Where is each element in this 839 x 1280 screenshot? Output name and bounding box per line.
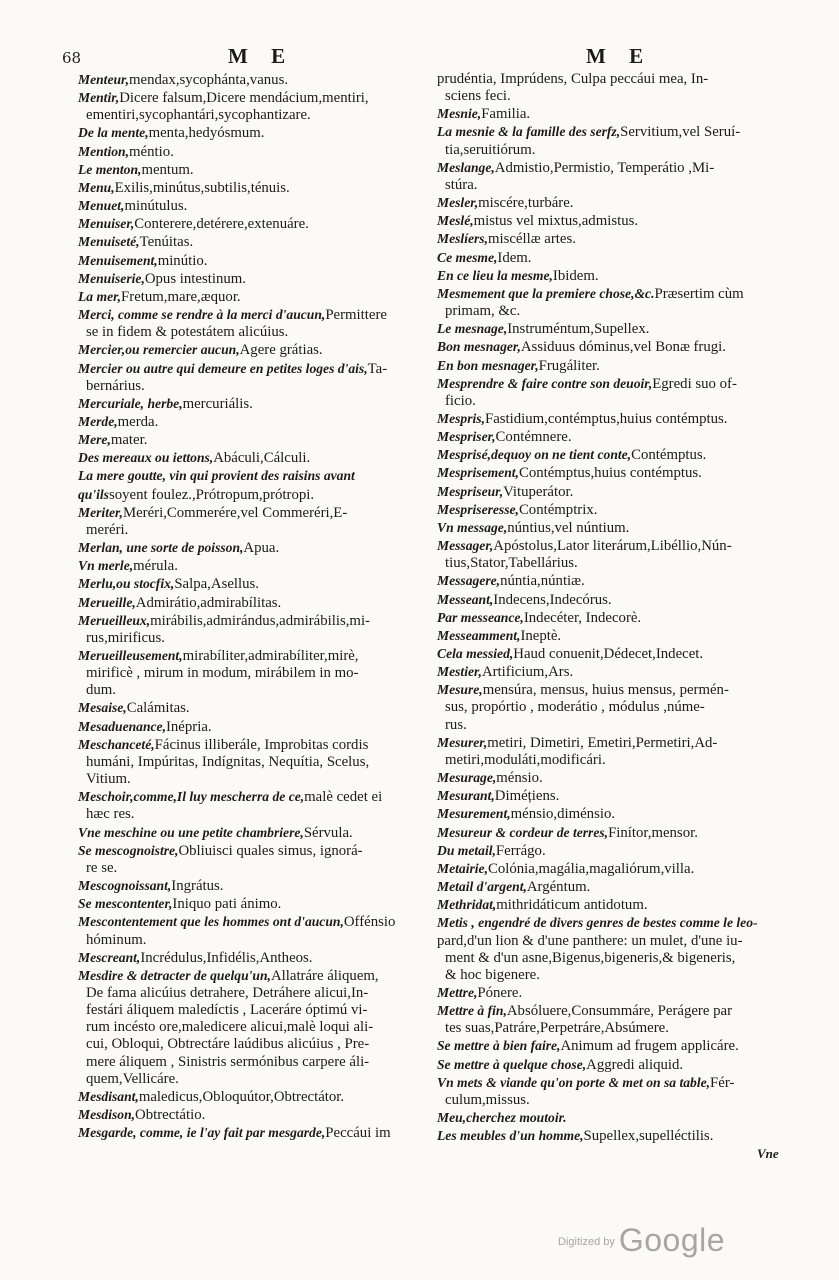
right-column [437,71,780,1145]
entry-continuation: & hoc bigenere. [445,966,540,983]
entry-text: mensúra, mensus, huius mensus, permén- [482,682,729,699]
dictionary-entry [78,594,420,612]
entry-headword: Merueille, [78,594,136,610]
entry-headword: Mesprendre & faire contre son deuoir, [437,375,653,391]
dictionary-entry [78,575,420,593]
entry-text: malè cedet ei [304,789,383,806]
entry-text: merda. [117,413,159,430]
entry-continuation: De fama alicúius detrahere, Detráhere alicui,In- [86,984,369,1001]
entry-headword: Mesurage, [437,770,497,786]
dictionary-entry [437,663,780,681]
entry-text: Indecéter, Indecorè. [523,609,642,626]
entry-continuation: rus. [445,716,467,733]
entry-text: Permittere [325,307,387,324]
entry-continuation: meréri. [86,521,129,538]
dictionary-entry [78,252,420,270]
entry-continuation: ementiri,sycophantári,sycophantizare. [86,107,311,124]
entry-headword: Menuisement, [78,252,158,268]
dictionary-entry [437,519,780,537]
entry-text: Ibidem. [552,267,599,284]
entry-headword: Le mesnage, [437,321,508,337]
dictionary-entry [78,612,420,647]
entry-headword: Vn mets & viande qu'on porte & met on sa table, [437,1074,711,1090]
entry-headword: Vn message, [437,519,508,535]
entry-headword: Mercier,ou remercier aucun, [78,342,240,358]
dictionary-entry [437,1056,780,1074]
entry-continuation: hæc res. [86,806,135,823]
entry-headword: Meslíers, [437,231,488,247]
entry-text: minútulus. [124,198,188,215]
entry-headword: Merlan, une sorte de poisson, [78,540,244,556]
entry-text: Familia. [481,106,531,123]
dictionary-entry [437,537,780,572]
dictionary-entry [437,1037,780,1055]
entry-headword: Merueilleux, [78,612,151,628]
dictionary-entry [437,249,780,267]
entry-text: ménsio. [496,770,543,787]
dictionary-entry [437,824,780,842]
dictionary-entry [437,428,780,446]
dictionary-entry [78,215,420,233]
entry-headword: Menuiser, [78,216,135,232]
dictionary-entry [78,699,420,717]
entry-continuation: cui, Obloqui, Obtrectáre laúdibus alicúius , Pre- [86,1036,370,1053]
dictionary-entry [78,341,420,359]
entry-text: soyent foulez.,Prótropum,prótropi. [108,486,315,503]
entry-text: méntio. [129,143,174,160]
entry-text: Admirátio,admirabílitas. [135,594,282,611]
entry-text: prudéntia, Imprúdens, Culpa peccáui mea, In- [437,71,709,87]
entry-headword: Mesure, [437,682,483,698]
dictionary-entry [437,71,780,105]
entry-headword: Mesler, [437,195,479,211]
entry-text: Animum ad frugem applicáre. [560,1038,739,1055]
dictionary-entry [437,572,780,590]
entry-headword: Mescognoissant, [78,878,172,894]
entry-text: Instruméntum,Supellex. [507,321,650,338]
dictionary-entry [78,1124,420,1142]
entry-headword: Merci, comme se rendre à la merci d'aucun, [78,307,326,323]
dictionary-entry [437,609,780,627]
entry-text: Indecens,Indecórus. [493,591,612,608]
entry-headword: Meriter, [78,504,123,520]
entry-text: Fácinus illiberále, Improbitas cordis [154,736,369,753]
entry-headword: Mesmement que la premiere chose,&c. [437,285,655,301]
entry-headword: La mere goutte, vin qui provient des raisins avant qu'ils [78,468,355,502]
entry-text: mirabíliter,admirabíliter,mirè, [182,648,359,664]
dictionary-entry [437,878,780,896]
entry-headword: Mentir, [78,90,120,106]
dictionary-entry [437,787,780,805]
entry-continuation: sus, propórtio , moderátio , módulus ,núme- [445,699,705,716]
entry-text: Dicere falsum,Dicere mendácium,mentiri, [119,90,369,107]
entry-text: Contémptus. [631,447,707,464]
entry-text: Apóstolus,Lator literárum,Libéllio,Nún- [493,538,732,555]
entry-headword: Menu, [78,179,115,195]
entry-text: Contémptrix. [518,501,598,518]
dictionary-entry [78,395,420,413]
dictionary-entry [78,895,420,913]
entry-continuation: se in fidem & potestátem alicúius. [86,324,289,341]
entry-continuation: rus,mirificus. [86,629,165,646]
dictionary-entry [437,320,780,338]
entry-headword: Cela messied, [437,646,514,661]
dictionary-entry [78,842,420,877]
entry-text: mistus vel mixtus,admistus. [473,213,639,230]
entry-continuation: mere áliquem , Sinistris sermónibus carpere áli- [86,1053,370,1070]
dictionary-entry [78,736,420,788]
dictionary-entry [437,464,780,482]
entry-text: Contémnere. [495,429,572,446]
entry-text: Agere grátias. [239,342,323,359]
entry-text: Vituperátor. [503,483,574,500]
entry-headword: Par messeance, [437,609,524,625]
dictionary-entry [437,681,780,733]
dictionary-entry [437,1127,780,1145]
entry-headword: Mescreant, [78,949,141,965]
dictionary-entry [437,375,780,410]
entry-text: ménsio,diménsio. [510,806,616,823]
dictionary-entry [78,504,420,539]
entry-text: mendax,sycophánta,vanus. [129,72,289,88]
entry-text: Artificium,Ars. [481,664,574,681]
entry-text: Abáculi,Cálculi. [213,450,311,467]
dictionary-entry [78,788,420,823]
entry-text: Obtrectátio. [135,1107,206,1124]
entry-headword: Metail d'argent, [437,879,527,895]
entry-text: Ingrátus. [171,878,224,895]
dictionary-entry [437,194,780,212]
dictionary-entry [78,71,420,89]
entry-continuation: stúra. [445,176,478,193]
entry-text: menta,hedyósmum. [148,125,265,142]
entry-headword: Mention, [78,143,129,159]
dictionary-entry [78,967,420,1088]
entry-headword: Messeant, [437,591,494,607]
entry-text: Finítor,mensor. [608,824,698,841]
entry-text: Haud conuenit,Dédecet,Indecet. [513,646,704,662]
entry-headword: Bon mesnager, [437,339,521,355]
entry-continuation: tius,Stator,Tabellárius. [445,555,578,572]
running-header-right: M E [586,44,653,68]
entry-text: Incrédulus,Infidélis,Antheos. [140,949,313,966]
dictionary-entry [78,1088,420,1106]
entry-text: núntia,núntiæ. [500,573,585,590]
entry-text: Colónia,magália,magaliórum,villa. [487,860,695,877]
dictionary-entry [437,357,780,375]
dictionary-entry [78,431,420,449]
entry-headword: Des mereaux ou iettons, [78,450,214,466]
entry-headword: Vn merle, [78,558,134,574]
entry-headword: Mesurement, [437,806,511,822]
entry-continuation: hóminum. [86,931,147,948]
entry-headword: Mesurant, [437,788,495,804]
entry-continuation: mirificè , mirum in modum, mirábilem in mo- [86,665,359,682]
dictionary-entry [78,539,420,557]
dictionary-entry [78,179,420,197]
dictionary-entry [437,1109,780,1127]
dictionary-entry [437,591,780,609]
entry-text: metiri, Dimetiri, Emetiri,Permetiri,Ad- [487,734,718,751]
entry-text: Egredi suo of- [652,375,737,392]
entry-text: mercuriális. [182,395,253,412]
entry-continuation: humáni, Impúritas, Indígnitas, Nequítia, Scelus, [86,753,370,770]
entry-headword: Mesaise, [78,700,127,716]
entry-headword: Methridat, [437,897,497,913]
dictionary-entry [78,124,420,142]
dictionary-entry [78,913,420,948]
entry-continuation: primam, &c. [445,303,521,320]
entry-text: Fretum,mare,æquor. [121,288,241,305]
entry-headword: Merueilleusement, [78,648,183,663]
dictionary-entry [78,557,420,575]
dictionary-entry [78,233,420,251]
entry-headword: Les meubles d'un homme, [437,1128,584,1144]
entry-text: Assiduus dóminus,vel Bonæ frugi. [520,339,726,356]
dictionary-entry [78,467,420,503]
entry-continuation: dum. [86,682,117,699]
entry-headword: Messagere, [437,573,501,589]
entry-headword: Du metail, [437,842,496,858]
entry-headword: Mettre à fin, [437,1003,507,1019]
entry-headword: Messager, [437,538,494,554]
entry-text: Frugáliter. [538,357,600,374]
dictionary-entry [437,483,780,501]
entry-text: Salpa,Asellus. [174,576,259,593]
entry-text: Tenúitas. [139,234,194,251]
entry-headword: Se mettre à bien faire, [437,1038,561,1054]
entry-headword: Merde, [78,413,118,429]
dictionary-entry [437,769,780,787]
dictionary-entry [78,449,420,467]
entry-headword: Mesdison, [78,1107,136,1123]
entry-headword: En ce lieu la mesme, [437,267,553,283]
dictionary-entry [437,267,780,285]
entry-text: maledicus,Obloquútor,Obtrectátor. [138,1088,345,1105]
entry-text: Præsertim cùm [654,285,744,302]
entry-text: Inépria. [165,718,212,735]
entry-text: Contémptus,huius contémptus. [518,465,702,482]
entry-text: mérula. [133,558,178,575]
dictionary-entry [437,105,780,123]
entry-headword: Meschanceté, [78,736,155,752]
entry-text: Supellex,supelléctilis. [583,1128,714,1145]
dictionary-entry [437,501,780,519]
entry-headword: Mercier ou autre qui demeure en petites loges d'ais, [78,360,368,376]
entry-text: Apua. [243,540,280,557]
entry-headword: Mercuriale, herbe, [78,395,183,411]
entry-headword: Mere, [78,432,111,448]
entry-text: Allatráre áliquem, [270,967,379,984]
entry-headword: Mespriseur, [437,483,504,499]
entry-headword: Menuiseté, [78,234,140,250]
entry-headword: Mesaduenance, [78,718,166,734]
entry-continuation: culum,missus. [445,1091,530,1108]
entry-continuation: festári áliquem maledíctis , Laceráre óptimú vi- [86,1002,368,1019]
entry-text: Ta- [367,360,388,377]
digitized-watermark [558,1222,725,1259]
dictionary-entry [78,197,420,215]
entry-text: mentum. [141,161,194,178]
entry-headword: Se mescontenter, [78,896,173,912]
entry-text: mithridáticum antidotum. [496,897,648,914]
entry-headword: Messeamment, [437,627,521,643]
entry-headword: Vne meschine ou une petite chambriere, [78,824,304,840]
entry-text: Diméțiens. [494,788,560,805]
dictionary-entry [437,230,780,248]
entry-text: Fér- [710,1074,735,1091]
dictionary-entry [437,285,780,320]
entry-headword: Mesprisé,dequoy on ne tient conte, [437,447,632,463]
dictionary-entry [78,1106,420,1124]
dictionary-entry [78,877,420,895]
watermark-prefix: Digitized by [558,1236,615,1248]
entry-headword: Mesdire & detracter de quelqu'un, [78,967,271,983]
entry-text: núntius,vel núntium. [507,519,630,536]
entry-headword: Meslé, [437,213,474,229]
entry-text: Sérvula. [303,824,353,841]
dictionary-entry [78,143,420,161]
entry-headword: Mesgarde, comme, ie l'ay fait par mesgarde, [78,1125,326,1141]
dictionary-entry [437,123,780,158]
entry-headword: La mesnie & la famille des serfz, [437,124,621,140]
entry-continuation: Vitium. [86,771,131,788]
dictionary-entry [78,949,420,967]
dictionary-entry [437,842,780,860]
entry-continuation: ficio. [445,392,476,409]
dictionary-entry [78,161,420,179]
entry-continuation: quem,Vellicáre. [86,1070,179,1087]
dictionary-entry [437,984,780,1002]
entry-continuation: tia,seruitiórum. [445,141,536,158]
entry-text: miscére,turbáre. [478,195,574,212]
entry-continuation: sciens feci. [445,88,511,105]
entry-text: pard,d'un lion & d'une panthere: un mulet, d'une iu- [437,932,743,949]
dictionary-entry [437,627,780,645]
entry-headword: Meu,cherchez moutoir. [437,1110,567,1126]
dictionary-entry [437,734,780,769]
dictionary-entry [78,824,420,842]
entry-text: Absóluere,Consummáre, Perágere par [506,1003,733,1020]
entry-text: miscéllæ artes. [487,231,576,248]
dictionary-entry [437,410,780,428]
entry-headword: Meslange, [437,159,495,175]
catchword: Vne [757,1146,779,1161]
entry-headword: La mer, [78,288,122,304]
entry-text: minútio. [157,252,208,269]
entry-text: Meréri,Commerére,vel Commeréri,E- [122,504,348,521]
entry-continuation: rum incésto ore,maledicere alicui,malè loqui ali- [86,1019,374,1036]
entry-headword: Menteur, [78,72,129,87]
dictionary-entry [78,360,420,395]
entry-continuation: ment & d'un asne,Bigenus,bigeneris,& bigeneris, [445,949,736,966]
entry-text: Peccáui im [325,1125,391,1142]
entry-headword: Mesdisant, [78,1088,139,1104]
entry-headword: Mestier, [437,664,482,680]
entry-text: Fastidium,contémptus,huius contémptus. [484,410,728,427]
entry-text: Exilis,minútus,subtilis,ténuis. [114,179,290,196]
entry-text: Admistio,Permistio, Temperátio ,Mi- [494,159,715,176]
entry-text: Ineptè. [520,627,562,644]
dictionary-entry [437,805,780,823]
dictionary-entry [78,413,420,431]
entry-text: Offénsio [343,914,396,931]
entry-text: Idem. [497,249,532,266]
entry-headword: Mescontentement que les hommes ont d'aucun, [78,914,344,930]
dictionary-entry [437,338,780,356]
entry-headword: Menuet, [78,198,125,214]
entry-continuation: re se. [86,859,118,876]
entry-text: Ferrágo. [495,842,546,859]
dictionary-entry [78,718,420,736]
entry-headword: De la mente, [78,125,149,141]
dictionary-entry [437,1074,780,1109]
page-number: 68 [62,49,82,67]
entry-headword: Mesprisement, [437,465,519,481]
entry-headword: Mettre, [437,984,478,1000]
entry-text: Conterere,detérere,extenuáre. [134,216,309,233]
dictionary-entry [437,645,780,663]
entry-headword: Mespriser, [437,429,496,445]
dictionary-entry [437,159,780,194]
dictionary-entry [437,446,780,464]
entry-text: Iniquo pati ánimo. [172,896,282,913]
dictionary-entry [78,647,420,699]
left-column [78,71,420,1142]
watermark-brand: Google [618,1222,726,1258]
entry-text: Aggredi aliquid. [586,1056,684,1073]
dictionary-entry [437,212,780,230]
entry-headword: Metis , engendré de divers genres de bestes comme le leo- [437,915,758,931]
dictionary-entry [437,896,780,914]
entry-text: Opus intestinum. [144,270,246,287]
entry-headword: Mesurer, [437,734,488,750]
entry-headword: Meschoir,comme,Il luy mescherra de ce, [78,789,305,805]
entry-headword: Merlu,ou stocfix, [78,576,175,592]
entry-text: Pónere. [477,984,523,1001]
entry-headword: Ce mesme, [437,249,498,265]
entry-headword: Mesureur & cordeur de terres, [437,824,609,840]
entry-headword: Menuiserie, [78,270,145,286]
entry-continuation: metiri,moduláti,modificári. [445,751,606,768]
entry-continuation: bernárius. [86,377,145,394]
entry-headword: En bon mesnager, [437,357,539,373]
entry-text: Argéntum. [526,879,591,896]
dictionary-entry [78,288,420,306]
entry-headword: Metairie, [437,860,488,876]
entry-headword: Mespris, [437,410,485,426]
dictionary-entry [78,270,420,288]
entry-headword: Se mettre à quelque chose, [437,1056,587,1072]
dictionary-entry [78,89,420,124]
dictionary-entry [437,1002,780,1037]
entry-headword: Le menton, [78,161,142,177]
entry-text: Calámitas. [126,700,190,717]
entry-headword: Se mescognoistre, [78,842,179,858]
entry-headword: Mespriseresse, [437,501,519,517]
dictionary-entry [78,306,420,341]
entry-text: mater. [110,432,148,449]
entry-text: Obliuisci quales simus, ignorá- [178,842,363,859]
entry-continuation: tes suas,Patráre,Perpetráre,Absúmere. [445,1020,669,1037]
entry-text: mirábilis,admirándus,admirábilis,mi- [150,612,370,629]
running-header-left: M E [228,44,295,68]
entry-headword: Mesnie, [437,106,482,122]
dictionary-entry [437,914,780,984]
entry-text: Servitium,vel Seruí- [620,124,741,141]
dictionary-entry [437,860,780,878]
